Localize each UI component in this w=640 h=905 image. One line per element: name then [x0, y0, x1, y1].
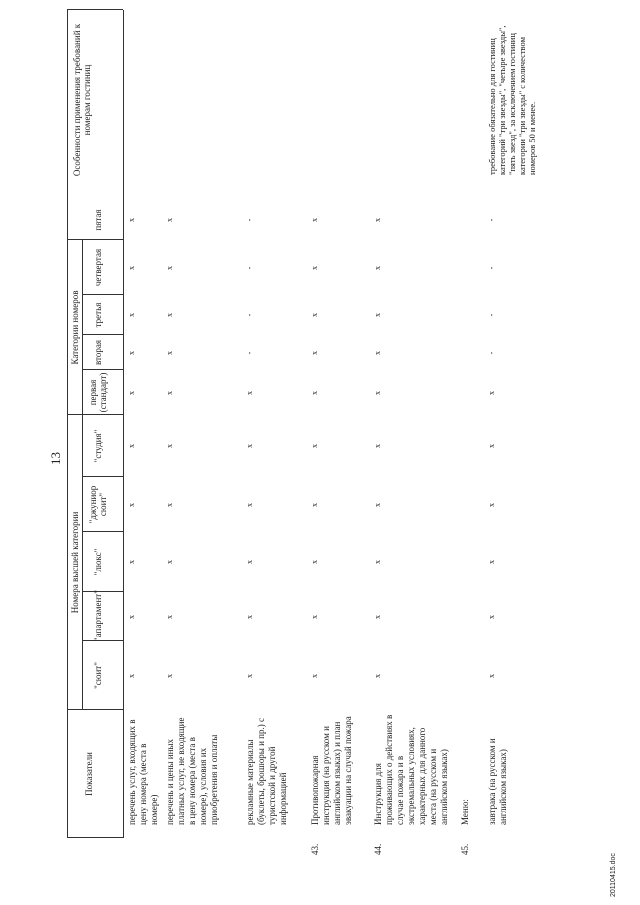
- cell-mark: x: [127, 351, 136, 355]
- cell-mark: x: [487, 560, 496, 564]
- table-top-border: [67, 10, 68, 838]
- cell-mark: x: [127, 444, 136, 448]
- cell-mark: x: [165, 351, 174, 355]
- header-junior-suite: "джуниор сюит": [88, 485, 108, 524]
- cell-mark: x: [127, 503, 136, 507]
- cell-mark: x: [127, 560, 136, 564]
- page-number: 13: [48, 452, 63, 465]
- cell-mark: x: [245, 615, 254, 619]
- cell-mark: x: [245, 444, 254, 448]
- cell-mark: x: [310, 313, 319, 317]
- cell-mark: x: [165, 615, 174, 619]
- col-divider: [67, 9, 123, 10]
- header-first: первая (стандарт): [88, 372, 108, 413]
- row-number: 44.: [373, 843, 383, 855]
- cell-mark: x: [310, 674, 319, 678]
- row-note: требование обязательно для гостиниц категорий "три звезды", "четыре звезды", "пять звезд", за исключением гостиниц категории "три звезды" с количеством номеров 50 и менее.: [487, 25, 537, 175]
- cell-mark: x: [310, 615, 319, 619]
- cell-mark: x: [487, 391, 496, 395]
- header-studio: "студия": [93, 429, 103, 463]
- row-text: Противопожарная инструкция (на русском и английском языках) и план эвакуации на случай пожара: [310, 716, 353, 825]
- row-text: Меню:: [460, 799, 470, 825]
- cell-mark: x: [373, 560, 382, 564]
- cell-mark: x: [245, 503, 254, 507]
- cell-mark: x: [487, 444, 496, 448]
- cell-mark: x: [165, 674, 174, 678]
- header-suite: "сюит": [93, 662, 103, 689]
- cell-mark: x: [127, 674, 136, 678]
- cell-mark: x: [165, 503, 174, 507]
- row-text: Инструкция для проживающих о действиях в случае пожара и в экстремальных условиях, характерных для данного места (на русском и английском языках): [373, 714, 449, 825]
- cell-mark: x: [487, 674, 496, 678]
- cell-mark: x: [373, 391, 382, 395]
- cell-mark: x: [373, 351, 382, 355]
- cell-mark: -: [487, 313, 496, 317]
- cell-mark: x: [165, 444, 174, 448]
- header-third: третья: [93, 302, 103, 328]
- cell-mark: x: [487, 615, 496, 619]
- cell-mark: x: [310, 266, 319, 270]
- header-indicators: Показатели: [84, 752, 94, 796]
- cell-mark: x: [373, 313, 382, 317]
- header-room-categories: Категории номеров: [70, 290, 80, 365]
- cell-mark: x: [165, 313, 174, 317]
- cell-mark: x: [165, 560, 174, 564]
- cell-mark: x: [310, 391, 319, 395]
- cell-mark: -: [487, 266, 496, 270]
- row-text: перечень и цены иных платных услуг, не входящие в цену номера (места в номере), условия их приобретения и оплаты: [165, 717, 219, 825]
- cell-mark: x: [310, 503, 319, 507]
- row-text: перечень услуг, входящих в цену номера (места в номере): [127, 719, 159, 825]
- cell-mark: x: [373, 444, 382, 448]
- cell-mark: x: [127, 313, 136, 317]
- cell-mark: x: [165, 391, 174, 395]
- cell-mark: -: [245, 351, 254, 355]
- header-fourth: четвертая: [93, 248, 103, 287]
- cell-mark: -: [245, 218, 254, 222]
- cell-mark: x: [373, 674, 382, 678]
- cell-mark: x: [245, 391, 254, 395]
- cell-mark: -: [245, 313, 254, 317]
- cell-mark: x: [165, 218, 174, 222]
- cell-mark: x: [310, 444, 319, 448]
- cell-mark: -: [487, 351, 496, 355]
- cell-mark: x: [127, 391, 136, 395]
- row-number: 45.: [460, 843, 470, 855]
- cell-mark: x: [373, 503, 382, 507]
- header-features: Особенности применения требований к номерам гостиниц: [72, 23, 92, 177]
- cell-mark: x: [245, 560, 254, 564]
- cell-mark: x: [127, 218, 136, 222]
- cell-mark: x: [373, 266, 382, 270]
- cell-mark: x: [310, 560, 319, 564]
- footer-filename: 20110415.doc: [610, 853, 617, 897]
- cell-mark: x: [127, 266, 136, 270]
- header-bottom-border: [123, 10, 124, 838]
- cell-mark: x: [373, 218, 382, 222]
- header-second: вторая: [93, 340, 103, 365]
- cell-mark: x: [245, 674, 254, 678]
- row-text: рекламные материалы (буклеты, брошюры и пр.) с туристской и другой информацией: [245, 718, 288, 825]
- header-apartment: "апартамент": [93, 590, 103, 641]
- header-fifth: пятая: [93, 209, 103, 231]
- cell-mark: x: [127, 615, 136, 619]
- row-number: 43.: [310, 843, 320, 855]
- row-text: завтрака (на русском и английском языках): [487, 738, 508, 825]
- col-divider: [67, 837, 123, 838]
- cell-mark: x: [310, 218, 319, 222]
- cell-mark: x: [373, 615, 382, 619]
- cell-mark: -: [487, 218, 496, 222]
- cell-mark: x: [310, 351, 319, 355]
- cell-mark: x: [487, 503, 496, 507]
- cell-mark: x: [165, 266, 174, 270]
- cell-mark: -: [245, 266, 254, 270]
- header-luxe: "люкс": [93, 548, 103, 576]
- header-top-category: Номера высшей категории: [70, 511, 80, 614]
